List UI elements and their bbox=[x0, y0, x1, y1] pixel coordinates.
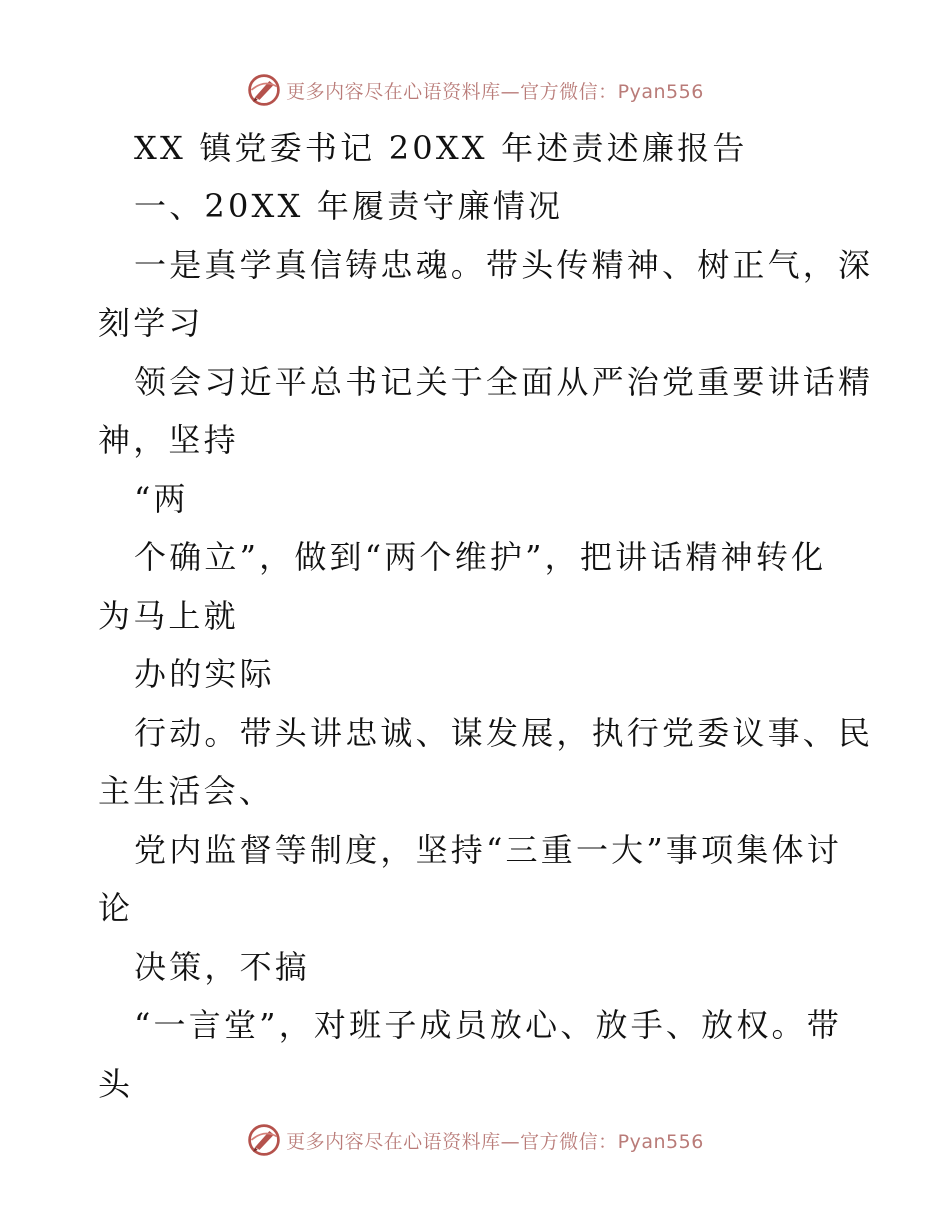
text-line: 神，坚持 bbox=[98, 421, 239, 459]
text-line: 主生活会、 bbox=[98, 772, 275, 810]
text-line: 党内监督等制度，坚持“三重一大”事项集体讨 bbox=[134, 831, 842, 869]
pen-logo-icon bbox=[246, 72, 282, 108]
pen-logo-icon bbox=[246, 1122, 282, 1158]
text-line: 为马上就 bbox=[98, 597, 239, 635]
text-line: 办的实际 bbox=[134, 655, 275, 693]
text-line: 论 bbox=[98, 889, 134, 927]
footer-watermark bbox=[0, 1120, 950, 1160]
text-line: 领会习近平总书记关于全面从严治党重要讲话精 bbox=[134, 363, 874, 401]
text-line: “两 bbox=[134, 480, 189, 518]
watermark-text: 更多内容尽在心语资料库—官方微信：Pyan556 bbox=[286, 1130, 704, 1153]
text-line: 决策，不搞 bbox=[134, 948, 311, 986]
text-line: 刻学习 bbox=[98, 304, 204, 342]
text-line: “一言堂”，对班子成员放心、放手、放权。带 bbox=[134, 1006, 842, 1044]
header-watermark bbox=[0, 70, 950, 110]
report-title: XX 镇党委书记 20XX 年述责述廉报告 bbox=[134, 129, 748, 167]
watermark-text: 更多内容尽在心语资料库—官方微信：Pyan556 bbox=[286, 80, 704, 103]
text-line: 一是真学真信铸忠魂。带头传精神、树正气，深 bbox=[134, 246, 874, 284]
text-line: 个确立”，做到“两个维护”，把讲话精神转化 bbox=[134, 538, 827, 576]
text-line: 行动。带头讲忠诚、谋发展，执行党委议事、民 bbox=[134, 714, 874, 752]
text-line: 头 bbox=[98, 1065, 134, 1103]
section-heading: 一、20XX 年履责守廉情况 bbox=[134, 187, 564, 225]
